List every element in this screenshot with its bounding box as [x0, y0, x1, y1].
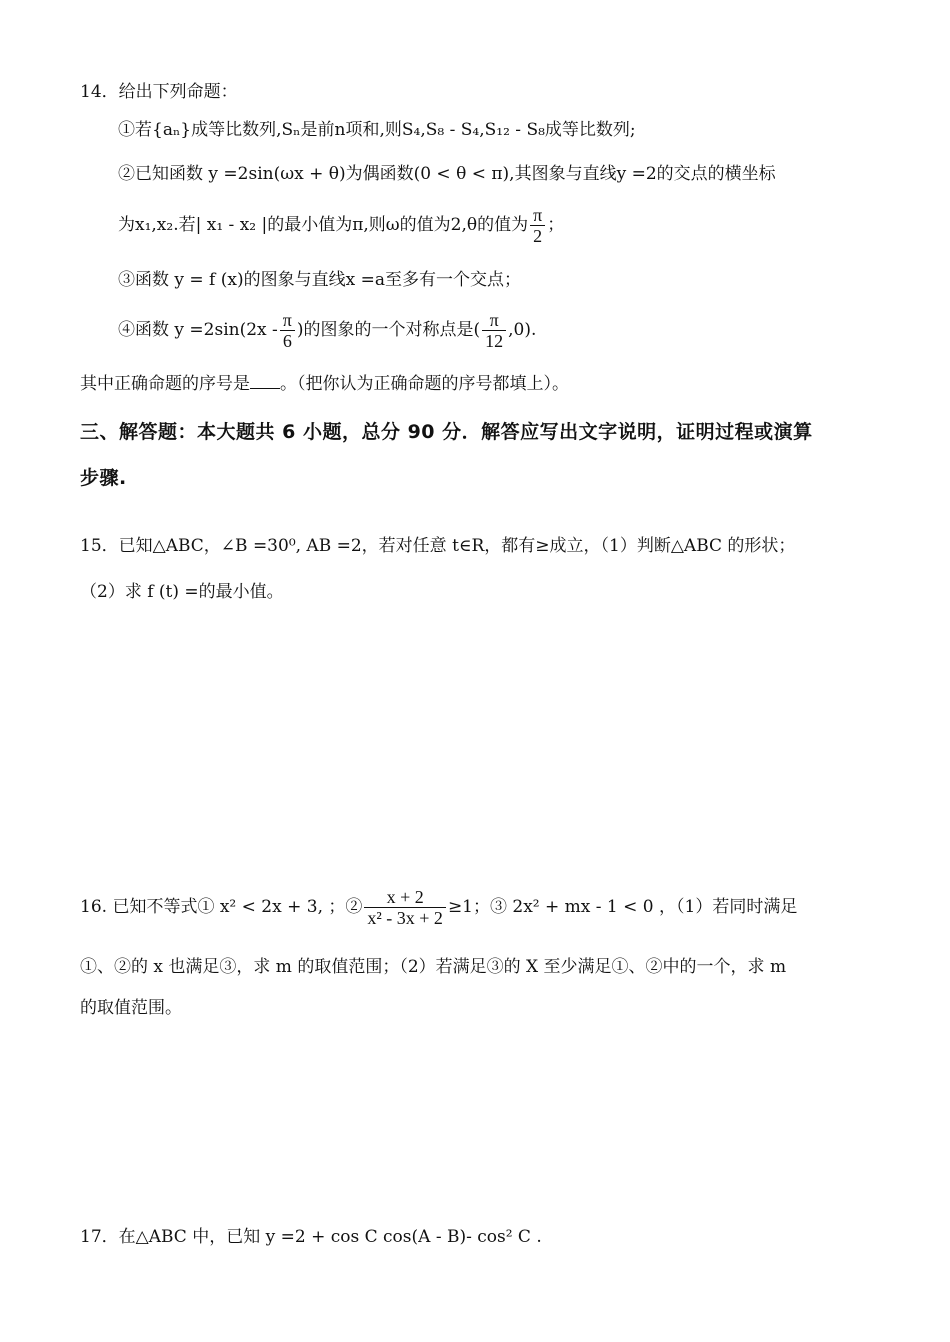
q14-item-4-fraction-2: [482, 310, 506, 351]
section-3-heading: 三、解答题：本大题共 6 小题，总分 90 分．解答应写出文字说明，证明过程或演算: [80, 421, 813, 443]
fraction-denominator: 12: [482, 330, 506, 351]
q16-line-1: [80, 884, 797, 930]
fraction-denominator: 2: [530, 225, 545, 246]
fraction-numerator: π: [282, 310, 292, 330]
q16-line-2: ①、②的 x 也满足③，求 m 的取值范围；（2）若满足③的 X 至少满足①、②中的一个，求 m: [80, 957, 787, 977]
fraction-denominator: 6: [280, 330, 295, 351]
section-3-heading-cont: 步骤.: [80, 467, 127, 489]
fraction-denominator: x² - 3x + 2: [364, 907, 446, 928]
q14-item-4-text: ④函数 y =2sin(2x -: [118, 320, 278, 340]
q14-item-2-tail: ；: [547, 215, 565, 235]
q16-line-1-text: 16. 已知不等式① x² < 2x + 3, ；②: [80, 897, 363, 917]
q14-answer-line: [80, 372, 569, 396]
q14-item-2-fraction: [530, 205, 545, 246]
q15-line-2: （2）求 f (t) =的最小值。: [80, 582, 284, 602]
q14-title: 14．给出下列命题：: [80, 82, 238, 102]
fraction-numerator: π: [489, 310, 499, 330]
q14-item-4-fraction-1: [280, 310, 295, 351]
q14-item-2-line-1: ②已知函数 y =2sin(ωx + θ)为偶函数(0 < θ < π),其图象与直线y =2的交点的横坐标: [118, 164, 776, 184]
q16-line-3: 的取值范围。: [80, 998, 182, 1018]
q16-line-1-tail: ≥1；③ 2x² + mx - 1 < 0 ，（1）若同时满足: [447, 897, 798, 917]
q14-item-1: ①若{aₙ}成等比数列,Sₙ是前n项和,则S₄,S₈ - S₄,S₁₂ - S₈成等比数列;: [118, 120, 636, 140]
q14-item-2-line-2: [118, 203, 564, 247]
q17-line-1: 17．在△ABC 中，已知 y =2 + cos C cos(A - B)- cos² C .: [80, 1227, 542, 1247]
q14-item-4: [118, 308, 536, 352]
q14-item-3: ③函数 y = f (x)的图象与直线x =a至多有一个交点；: [118, 270, 521, 290]
q14-item-4-mid: )的图象的一个对称点是(: [296, 320, 481, 340]
q14-answer-prefix: 其中正确命题的序号是: [80, 374, 250, 394]
q14-answer-suffix: 。（把你认为正确命题的序号都填上）。: [280, 374, 569, 394]
q15-line-1: 15．已知△ABC，∠B =30⁰, AB =2，若对任意 t∈R，都有≥成立，（1）判断△ABC 的形状；: [80, 536, 796, 556]
q16-fraction: [364, 887, 446, 928]
fraction-numerator: x + 2: [386, 887, 424, 907]
q14-item-2-text: 为x₁,x₂.若| x₁ - x₂ |的最小值为π,则ω的值为2,θ的值为: [118, 215, 529, 235]
answer-blank: [250, 372, 280, 389]
q14-item-4-tail: ,0).: [508, 320, 537, 340]
fraction-numerator: π: [533, 205, 543, 225]
